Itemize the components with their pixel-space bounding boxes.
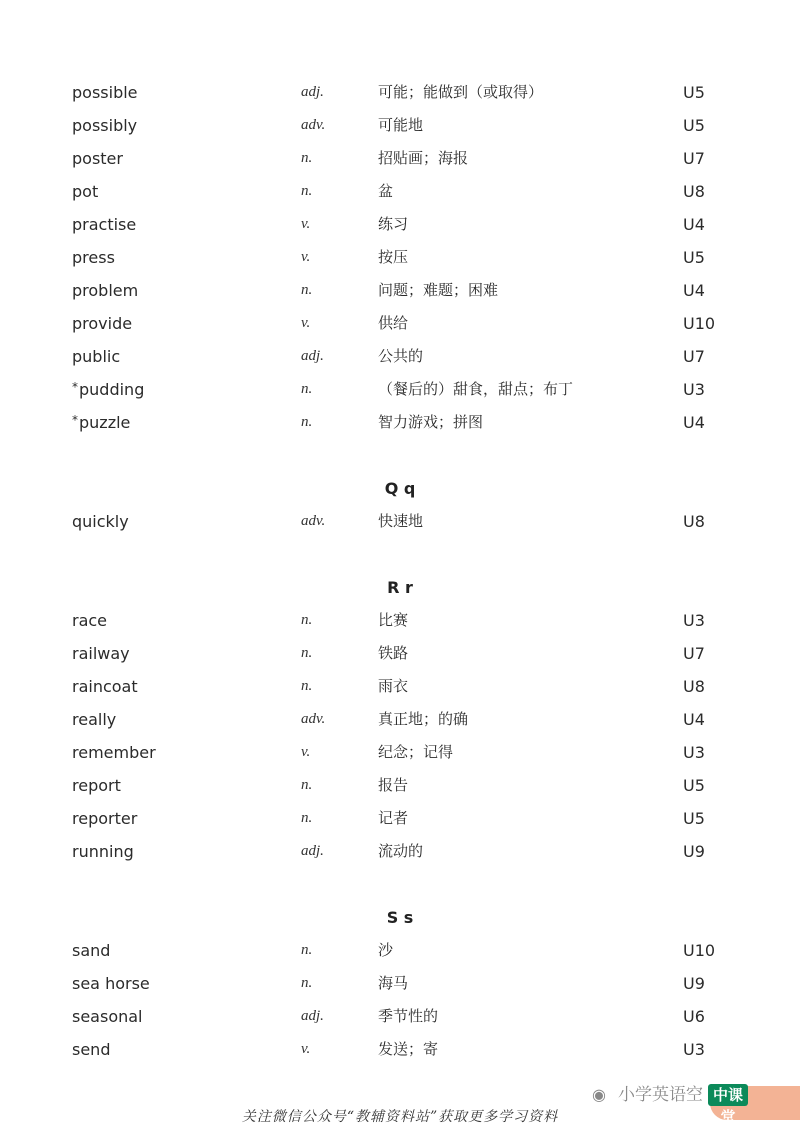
vocab-row xyxy=(0,307,800,340)
unit-label: U8 xyxy=(683,512,705,531)
chinese-meaning: 发送；寄 xyxy=(378,1040,439,1058)
unit-label: U10 xyxy=(683,314,716,333)
unit-label: U5 xyxy=(683,83,705,102)
section-gap xyxy=(0,868,800,901)
unit-label: U5 xyxy=(683,809,705,828)
vocab-row xyxy=(0,1033,800,1066)
vocab-word xyxy=(72,241,115,274)
vocab-row xyxy=(0,76,800,109)
vocab-word xyxy=(72,934,110,967)
vocab-word-text: practise xyxy=(72,215,137,234)
vocab-word-text: poster xyxy=(72,149,123,168)
part-of-speech: v. xyxy=(301,1041,311,1057)
unit-label: U5 xyxy=(683,776,705,795)
vocab-row xyxy=(0,340,800,373)
chinese-meaning: 真正地；的确 xyxy=(378,710,469,728)
vocab-word xyxy=(72,670,138,703)
vocab-word xyxy=(72,1000,143,1033)
part-of-speech: adj. xyxy=(301,843,324,859)
chinese-meaning: 智力游戏；拼图 xyxy=(378,413,484,431)
unit-label: U7 xyxy=(683,644,705,663)
unit-label: U9 xyxy=(683,974,705,993)
part-of-speech: adj. xyxy=(301,348,324,364)
chinese-meaning: 快速地 xyxy=(378,512,424,530)
vocab-word xyxy=(72,76,138,109)
vocab-word-text: pudding xyxy=(79,380,145,399)
chinese-meaning: 可能；能做到（或取得） xyxy=(378,83,544,101)
vocab-word xyxy=(72,373,144,406)
vocab-word xyxy=(72,802,137,835)
part-of-speech: v. xyxy=(301,249,311,265)
part-of-speech: adv. xyxy=(301,711,326,727)
chinese-meaning: 记者 xyxy=(378,809,409,827)
vocab-row xyxy=(0,274,800,307)
unit-label: U7 xyxy=(683,347,705,366)
vocab-word xyxy=(72,604,107,637)
part-of-speech: n. xyxy=(301,645,313,661)
part-of-speech: adv. xyxy=(301,117,326,133)
part-of-speech: n. xyxy=(301,942,313,958)
vocab-word-text: possible xyxy=(72,83,138,102)
vocab-word-text: race xyxy=(72,611,108,630)
section-letter: Q q xyxy=(384,479,416,498)
part-of-speech: adj. xyxy=(301,1008,324,1024)
unit-label: U6 xyxy=(683,1007,705,1026)
unit-label: U4 xyxy=(683,281,705,300)
vocab-word xyxy=(72,736,156,769)
chinese-meaning: 可能地 xyxy=(378,116,424,134)
watermark-text: 小学英语空 xyxy=(618,1085,703,1105)
part-of-speech: adj. xyxy=(301,84,324,100)
watermark-badge: 中课堂 xyxy=(708,1084,748,1106)
part-of-speech: n. xyxy=(301,678,313,694)
starred-marker: * xyxy=(72,380,78,394)
part-of-speech: n. xyxy=(301,810,313,826)
vocab-row xyxy=(0,637,800,670)
chinese-meaning: 按压 xyxy=(378,248,409,266)
vocab-word xyxy=(72,208,136,241)
vocab-word xyxy=(72,1033,110,1066)
chinese-meaning: （餐后的）甜食，甜点；布丁 xyxy=(378,380,574,398)
vocab-word xyxy=(72,703,116,736)
section-gap xyxy=(0,538,800,571)
part-of-speech: n. xyxy=(301,282,313,298)
vocab-row xyxy=(0,241,800,274)
starred-marker: * xyxy=(72,413,78,427)
vocab-word-text: press xyxy=(72,248,115,267)
vocab-word xyxy=(72,637,130,670)
vocab-word xyxy=(72,769,121,802)
vocab-word xyxy=(72,340,120,373)
part-of-speech: n. xyxy=(301,150,313,166)
chinese-meaning: 纪念；记得 xyxy=(378,743,454,761)
unit-label: U3 xyxy=(683,743,705,762)
vocab-word-text: raincoat xyxy=(72,677,138,696)
vocab-word-text: report xyxy=(72,776,121,795)
vocab-word-text: problem xyxy=(72,281,139,300)
vocab-word-text: reporter xyxy=(72,809,138,828)
section-letter-heading xyxy=(0,571,800,604)
chinese-meaning: 铁路 xyxy=(378,644,409,662)
chinese-meaning: 沙 xyxy=(378,941,394,959)
chinese-meaning: 海马 xyxy=(378,974,409,992)
vocab-word xyxy=(72,274,138,307)
vocab-row xyxy=(0,967,800,1000)
chinese-meaning: 供给 xyxy=(378,314,409,332)
chinese-meaning: 比赛 xyxy=(378,611,409,629)
wechat-icon: ◉ xyxy=(592,1085,606,1104)
vocab-row xyxy=(0,703,800,736)
vocab-word-text: seasonal xyxy=(72,1007,143,1026)
vocab-row xyxy=(0,373,800,406)
vocab-row xyxy=(0,109,800,142)
unit-label: U3 xyxy=(683,1040,705,1059)
vocab-word xyxy=(72,406,130,439)
unit-label: U4 xyxy=(683,413,705,432)
chinese-meaning: 公共的 xyxy=(378,347,424,365)
vocab-row xyxy=(0,604,800,637)
vocab-word xyxy=(72,175,98,208)
unit-label: U3 xyxy=(683,380,705,399)
vocab-word-text: railway xyxy=(72,644,130,663)
section-gap xyxy=(0,439,800,472)
vocab-row xyxy=(0,670,800,703)
unit-label: U5 xyxy=(683,116,705,135)
unit-label: U10 xyxy=(683,941,716,960)
part-of-speech: n. xyxy=(301,414,313,430)
vocab-row xyxy=(0,1000,800,1033)
unit-label: U8 xyxy=(683,182,705,201)
vocab-word xyxy=(72,307,132,340)
vocab-word xyxy=(72,505,129,538)
chinese-meaning: 问题；难题；困难 xyxy=(378,281,499,299)
part-of-speech: n. xyxy=(301,183,313,199)
unit-label: U8 xyxy=(683,677,705,696)
unit-label: U3 xyxy=(683,611,705,630)
vocabulary-list xyxy=(0,76,800,1066)
part-of-speech: n. xyxy=(301,381,313,397)
part-of-speech: adv. xyxy=(301,513,326,529)
section-letter: S s xyxy=(386,908,414,927)
vocab-row xyxy=(0,802,800,835)
vocab-word-text: quickly xyxy=(72,512,129,531)
vocab-row xyxy=(0,406,800,439)
section-letter-heading xyxy=(0,472,800,505)
section-letter: R r xyxy=(387,578,413,597)
part-of-speech: v. xyxy=(301,315,311,331)
unit-label: U5 xyxy=(683,248,705,267)
vocab-word xyxy=(72,142,123,175)
vocab-row xyxy=(0,208,800,241)
vocab-word-text: really xyxy=(72,710,117,729)
vocab-word xyxy=(72,967,150,1000)
chinese-meaning: 季节性的 xyxy=(378,1007,439,1025)
chinese-meaning: 流动的 xyxy=(378,842,424,860)
vocab-row xyxy=(0,835,800,868)
chinese-meaning: 报告 xyxy=(378,776,409,794)
unit-label: U9 xyxy=(683,842,705,861)
chinese-meaning: 练习 xyxy=(378,215,409,233)
vocab-word-text: provide xyxy=(72,314,133,333)
vocab-row xyxy=(0,142,800,175)
part-of-speech: v. xyxy=(301,744,311,760)
vocab-word-text: possibly xyxy=(72,116,138,135)
vocab-row xyxy=(0,769,800,802)
footer-note: 关注微信公众号“教辅资料站”获取更多学习资料 xyxy=(241,1109,559,1125)
vocab-row xyxy=(0,175,800,208)
vocab-word-text: puzzle xyxy=(79,413,131,432)
part-of-speech: n. xyxy=(301,612,313,628)
vocab-word-text: running xyxy=(72,842,134,861)
chinese-meaning: 招贴画；海报 xyxy=(378,149,469,167)
chinese-meaning: 盆 xyxy=(378,182,394,200)
section-letter-heading xyxy=(0,901,800,934)
vocab-row xyxy=(0,505,800,538)
chinese-meaning: 雨衣 xyxy=(378,677,409,695)
vocab-word-text: pot xyxy=(72,182,99,201)
vocab-word-text: remember xyxy=(72,743,156,762)
vocab-word-text: public xyxy=(72,347,121,366)
vocab-word-text: sea horse xyxy=(72,974,150,993)
vocab-word xyxy=(72,835,134,868)
vocab-word-text: send xyxy=(72,1040,111,1059)
unit-label: U4 xyxy=(683,215,705,234)
vocab-word xyxy=(72,109,137,142)
vocab-word-text: sand xyxy=(72,941,111,960)
vocab-row xyxy=(0,934,800,967)
part-of-speech: v. xyxy=(301,216,311,232)
part-of-speech: n. xyxy=(301,975,313,991)
unit-label: U7 xyxy=(683,149,705,168)
unit-label: U4 xyxy=(683,710,705,729)
part-of-speech: n. xyxy=(301,777,313,793)
vocab-row xyxy=(0,736,800,769)
